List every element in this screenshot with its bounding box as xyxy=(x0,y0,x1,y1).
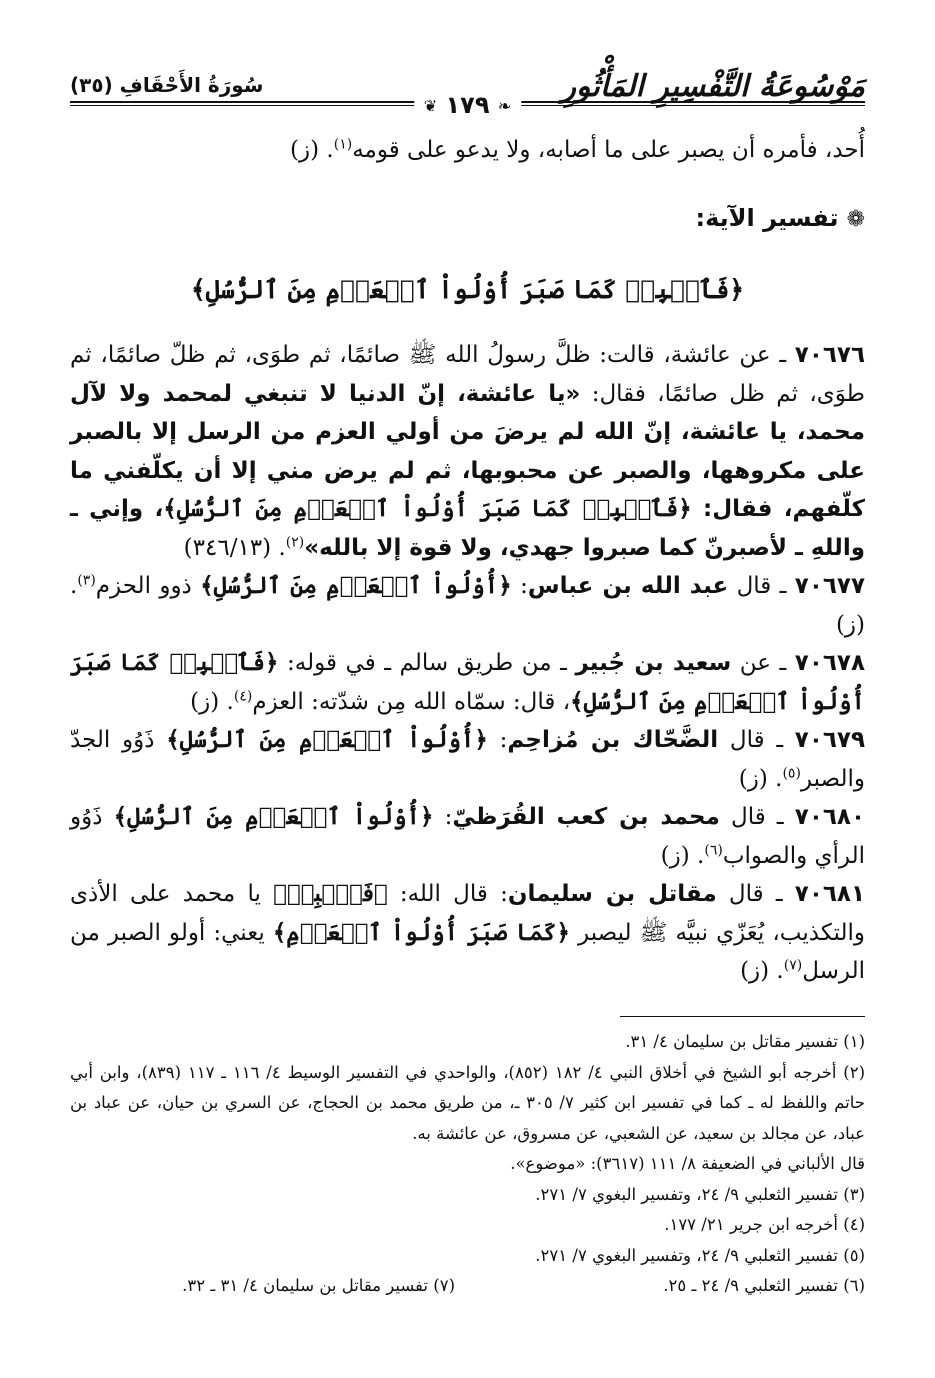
footnote: (٢) أخرجه أبو الشيخ في أخلاق النبي ٤/ ١٨٢ (٨٥٢)، والواحدي في التفسير الوسيط ٤/ ١١٦ ـ ١١٧ (٨٣٩)، وابن أبي حاتم واللفظ له ـ كما في تفسير ابن كثير ٧/ ٣٠٥ ـ، من طريق محمد بن الحجاج، عن السري بن حيان، عن عباد بن عباد، عن مجالد بن سعيد، عن الشعبي، عن مسروق، عن عائشة به. xyxy=(70,1062,866,1143)
sura-name: سُورَةُ الأَحْقَافِ (٣٥) xyxy=(70,73,264,97)
footnote: (١) تفسير مقاتل بن سليمان ٤/ ٣١. xyxy=(625,1032,865,1051)
quran-quote: ﴿فَٱصۡبِرۡ﴾ xyxy=(273,880,388,907)
narrator-name: مقاتل بن سليمان xyxy=(507,881,717,907)
flower-icon: ❁ xyxy=(846,207,865,232)
ornament-icon: ❦ xyxy=(423,96,438,116)
footnote-ref: (٧) xyxy=(783,957,803,974)
footnote-ref: (٤) xyxy=(233,687,253,704)
entry-tail: . (ز) xyxy=(70,573,865,638)
entry-tail: . (ز) xyxy=(738,765,783,792)
entry-text: ـ قال xyxy=(728,573,795,599)
entry-text: ذوو الحزم xyxy=(95,573,201,599)
verse-quote: ﴿فَٱصۡبِرۡ كَمَا صَبَرَ أُوْلُواْ ٱلۡعَزۡمِ مِنَ ٱلرُّسُلِ﴾ xyxy=(190,275,745,304)
entry-text: : xyxy=(433,804,453,830)
quran-quote: ﴿فَٱصۡبِرۡ كَمَا صَبَرَ أُوْلُواْ ٱلۡعَزۡمِ مِنَ ٱلرُّسُلِ﴾ xyxy=(163,495,692,522)
entry-text: : قال الله: xyxy=(387,881,508,907)
quran-quote: ﴿أُوْلُواْ ٱلۡعَزۡمِ مِنَ ٱلرُّسُلِ﴾ xyxy=(166,726,488,753)
entry-text: ـ قال xyxy=(719,804,795,830)
footnote: (٦) تفسير الثعلبي ٩/ ٢٤ ـ ٢٥. xyxy=(663,1276,865,1295)
entry-text: ـ قال xyxy=(718,727,795,753)
footnote: (٥) تفسير الثعلبي ٩/ ٢٤، وتفسير البغوي ٧/ ٢٧١. xyxy=(535,1245,865,1265)
footnote-ref: (١) xyxy=(333,136,353,153)
footnote-ref: (٥) xyxy=(782,764,801,781)
footnote-separator xyxy=(620,1016,865,1017)
footnote: (٤) أخرجه ابن جرير ٢١/ ١٧٧. xyxy=(664,1215,865,1234)
narration-entry xyxy=(70,875,865,991)
entry-text: ـ قال xyxy=(716,881,795,907)
footnote-row xyxy=(70,1271,865,1301)
entry-tail: . (٣٤٦/١٣) xyxy=(183,534,286,561)
intro-text: أُحد، فأمره أن يصبر على ما أصابه، ولا يدعو على قومه xyxy=(352,137,865,163)
entry-text: ، قال: سمّاه الله مِن شدّته: العزم xyxy=(252,688,571,715)
main-text xyxy=(70,130,865,991)
footnote-ref: (٣) xyxy=(77,572,96,589)
quran-quote: ﴿كَمَا صَبَرَ أُوْلُواْ ٱلۡعَزۡمِ﴾ xyxy=(272,918,570,946)
narrator-name: سعيد بن جُبير xyxy=(575,650,732,676)
hadith-text: ، وإني ـ واللهِ ـ لأصبرنّ كما صبروا جهدي، ولا قوة إلا بالله» xyxy=(70,496,865,561)
entry-text: : xyxy=(511,573,528,599)
narrator-name: محمد بن كعب القُرَظيّ xyxy=(452,804,720,830)
entry-number: ٧٠٦٧٨ xyxy=(794,650,865,676)
footnote-ref: (٦) xyxy=(704,841,723,858)
entry-text: ـ عن عائشة، قالت: ظلَّ رسولُ الله ﷺ صائمًا، ثم طوَى، ثم ظلّ صائمًا، ثم طوَى، ثم ظل صائمًا، فقال: xyxy=(70,342,865,407)
footnote-ref: (٢) xyxy=(285,533,305,550)
page-number: ١٧٩ xyxy=(445,91,490,119)
entry-number: ٧٠٦٨٠ xyxy=(794,804,865,830)
entry-text: يا محمد على الأذى والتكذيب، يُعَزّي نبيَّه ﷺ ليصبر xyxy=(70,881,866,946)
quran-quote: ﴿أُوْلُواْ ٱلۡعَزۡمِ مِنَ ٱلرُّسُلِ﴾ xyxy=(113,803,434,830)
section-heading-text: تفسير الآية: xyxy=(695,204,839,232)
entry-text: ـ من طريق سالم ـ في قوله: xyxy=(278,650,576,676)
section-heading xyxy=(70,198,865,240)
narration-entry xyxy=(70,567,865,644)
footnote: (٣) تفسير الثعلبي ٩/ ٢٤، وتفسير البغوي ٧/ ٢٧١. xyxy=(535,1184,865,1204)
footnote: قال الألباني في الضعيفة ٨/ ١١١ (٣٦١٧): «موضوع». xyxy=(510,1154,865,1173)
quran-quote: ﴿أُوْلُواْ ٱلۡعَزۡمِ مِنَ ٱلرُّسُلِ﴾ xyxy=(200,572,512,599)
entry-tail: . (ز) xyxy=(740,958,784,984)
entry-tail: . (ز) xyxy=(190,688,234,715)
narration-entry xyxy=(70,798,865,875)
narrator-name: الضَّحّاك بن مُزاحِم xyxy=(507,727,719,753)
entry-number: ٧٠٦٧٧ xyxy=(794,573,865,599)
entry-number: ٧٠٦٧٦ xyxy=(794,342,865,368)
entry-tail: . (ز) xyxy=(660,842,705,869)
entry-number: ٧٠٦٧٩ xyxy=(794,727,865,753)
footnotes xyxy=(70,1027,865,1301)
entry-text: ذَوُو الرأي والصواب xyxy=(70,804,865,869)
narration-entry xyxy=(70,644,865,721)
entry-text: ـ عن xyxy=(731,650,795,676)
ornament-icon: ❧ xyxy=(497,96,512,116)
footnote: (٧) تفسير مقاتل بن سليمان ٤/ ٣١ ـ ٣٢. xyxy=(182,1276,455,1295)
entry-text: ذَوُو الجدّ والصبر xyxy=(70,727,865,792)
entry-text: : xyxy=(487,727,508,753)
running-header xyxy=(70,55,865,119)
page-number-box xyxy=(414,91,521,119)
quran-quote: ﴿فَٱصۡبِرۡ كَمَا صَبَرَ أُوْلُواْ ٱلۡعَزۡمِ مِنَ ٱلرُّسُلِ﴾ xyxy=(70,649,865,715)
intro-paragraph xyxy=(70,130,865,170)
narration-entry xyxy=(70,336,865,567)
intro-tail: . (ز) xyxy=(290,137,334,163)
entry-number: ٧٠٦٨١ xyxy=(794,881,865,907)
book-title: مَوْسُوعَةُ التَّفْسِيرِ المَأْثُورِ xyxy=(561,69,865,104)
hadith-text: «يا عائشة، إنّ الدنيا لا تنبغي لمحمد ولا لآل محمد، يا عائشة، إنّ الله لم يرضَ من أولي العزم من الرسل إلا بالصبر على مكروهها، والصبر عن محبوبها، ثم لم يرض مني إلا أن يكلّفني ما كلّفهم، فقال: xyxy=(70,380,865,522)
narrator-name: عبد الله بن عباس xyxy=(527,573,729,599)
narration-entry xyxy=(70,721,865,798)
entry-text: يعني: أولو الصبر من الرسل xyxy=(70,919,865,984)
